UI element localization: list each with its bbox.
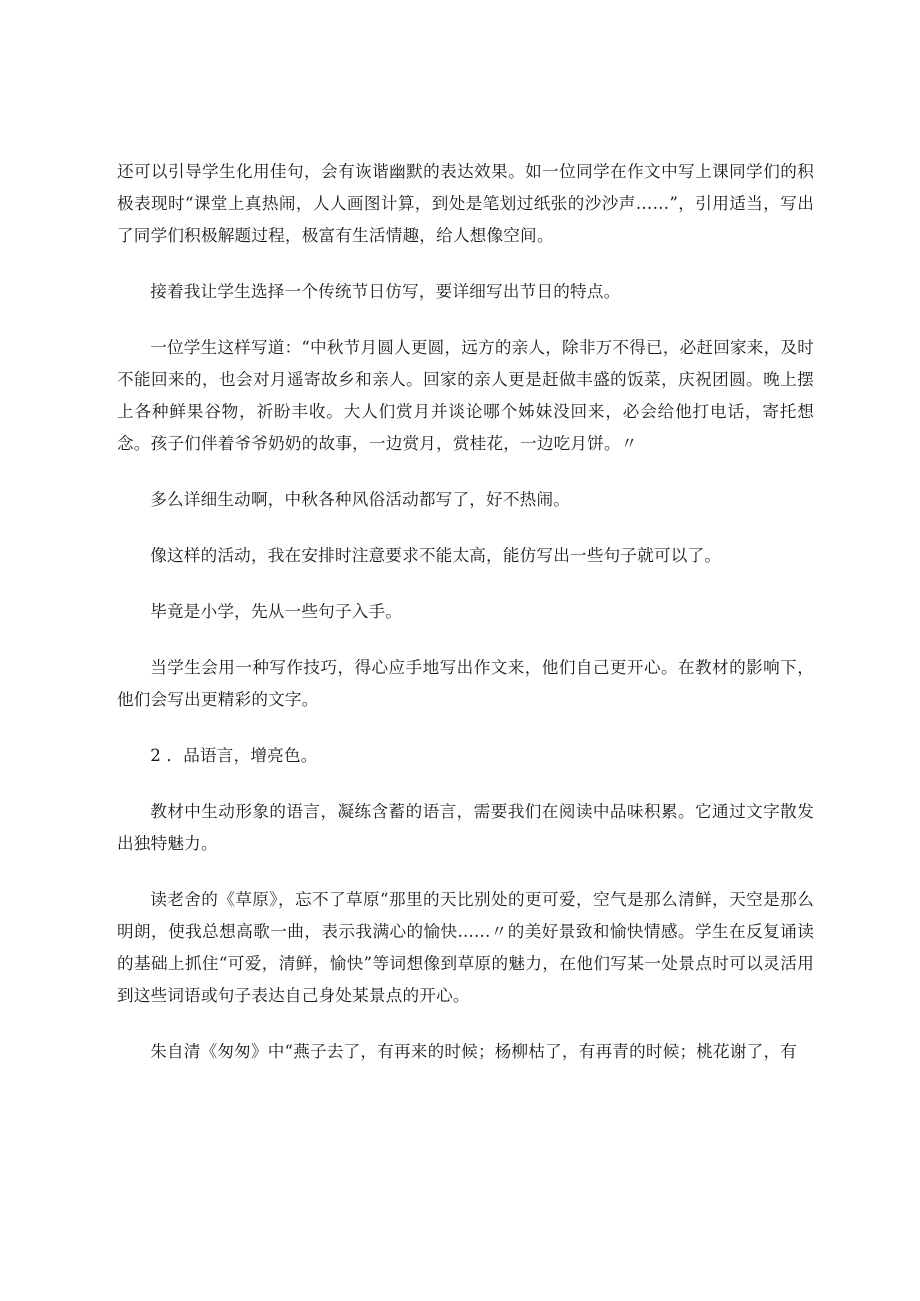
paragraph-textbook-language: 教材中生动形象的语言，凝练含蓄的语言，需要我们在阅读中品味积累。它通过文字散发出独特魅力。 bbox=[117, 802, 814, 853]
paragraph-student-writing: 一位学生这样写道：“中秋节月圆人更圆，远方的亲人，除非万不得已，必赶回家来，及时不能回来的，也会对月遥寄故乡和亲人。回家的亲人更是赶做丰盛的饭菜，庆祝团圆。晚上摆上各种鲜果谷物，祈盼丰收。大人们赏月并谈论哪个姊妹没回来，必会给他打电话，寄托想念。孩子们伴着爷爷奶奶的故事，一边赏月，赏桂花，一边吃月饼。〃 bbox=[117, 338, 814, 453]
paragraph-primary-school: 毕竟是小学，先从一些句子入手。 bbox=[150, 602, 403, 621]
paragraph-requirement: 像这样的活动，我在安排时注意要求不能太高，能仿写出一些句子就可以了。 bbox=[150, 546, 722, 565]
section-heading: 2 ．品语言，增亮色。 bbox=[150, 746, 318, 765]
paragraph-comment: 多么详细生动啊，中秋各种风俗活动都写了，好不热闹。 bbox=[150, 490, 571, 509]
paragraph-festival-task: 接着我让学生选择一个传统节日仿写，要详细写出节日的特点。 bbox=[150, 282, 621, 301]
paragraph-congcong: 朱自清《匆匆》中“燕子去了，有再来的时候；杨柳枯了，有再青的时候；桃花谢了，有 bbox=[150, 1042, 798, 1061]
paragraph-writing-skill: 当学生会用一种写作技巧，得心应手地写出作文来，他们自己更开心。在教材的影响下，他们会写出更精彩的文字。 bbox=[117, 658, 814, 709]
paragraph-quote-example: 还可以引导学生化用佳句，会有诙谐幽默的表达效果。如一位同学在作文中写上课同学们的积极表现时“课堂上真热闹，人人画图计算，到处是笔划过纸张的沙沙声……”，引用适当，写出了同学们积极解题过程，极富有生活情趣，给人想像空间。 bbox=[117, 162, 814, 245]
paragraph-grassland: 读老舍的《草原》，忘不了草原“那里的天比别处的更可爱，空气是那么清鲜，天空是那么明朗，使我总想高歌一曲，表示我满心的愉快......〃的美好景致和愉快情感。学生在反复诵读的基础上抓住“可爱，清鲜，愉快”等词想像到草原的魅力，在他们写某一处景点时可以灵活用到这些词语或句子表达自己身处某景点的开心。 bbox=[117, 890, 814, 1005]
